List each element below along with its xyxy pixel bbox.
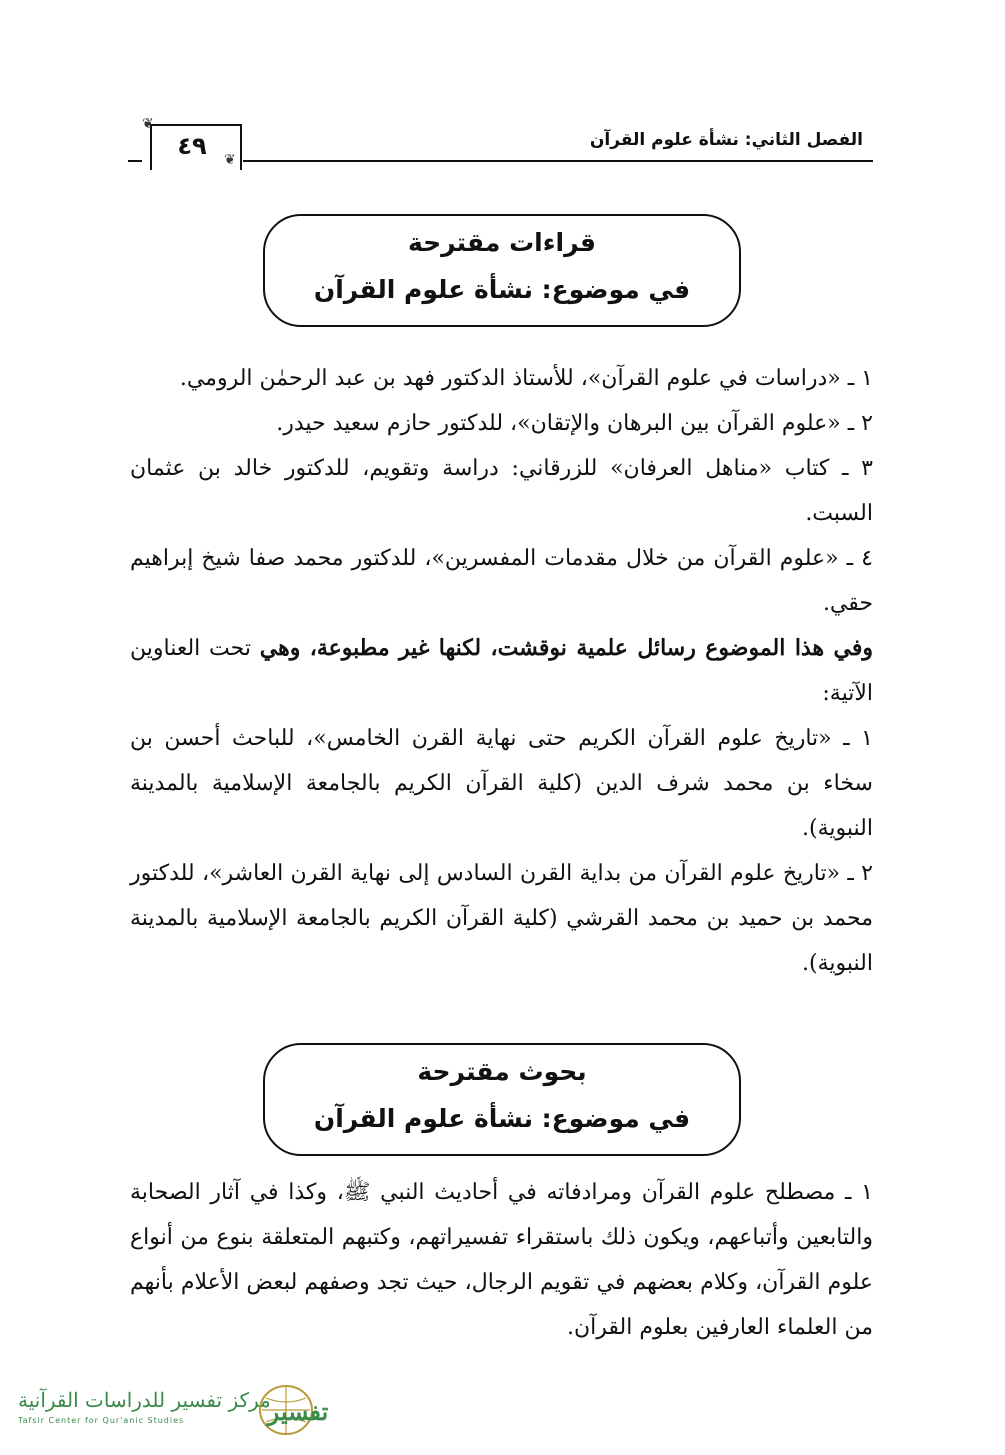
page-header <box>128 118 873 168</box>
box-subheading: في موضوع: نشأة علوم القرآن <box>313 275 691 304</box>
list-item: ٢ ـ «علوم القرآن بين البرهان والإتقان»، للدكتور حازم سعيد حيدر. <box>276 411 873 436</box>
paragraph <box>130 626 873 716</box>
ornament-icon: ❦ <box>224 152 236 168</box>
header-rule-left <box>128 160 142 162</box>
box-heading: بحوث مقترحة <box>417 1057 587 1086</box>
publisher-logo <box>6 1380 346 1440</box>
logo-arabic-text: مركز تفسير للدراسات القرآنية <box>18 1388 271 1412</box>
logo-english-text: Tafsir Center for Qur'anic Studies <box>18 1416 185 1425</box>
readings-list <box>130 356 873 986</box>
chapter-title: الفصل الثاني: نشأة علوم القرآن <box>589 130 863 150</box>
logo-mark-text: تفسير <box>267 1397 329 1426</box>
header-rule <box>243 160 873 162</box>
list-item: ١ ـ مصطلح علوم القرآن ومرادفاته في أحاديث النبي ﷺ، وكذا في آثار الصحابة والتابعين وأتباعهم، ويكون ذلك باستقراء تفسيراتهم، وكتبهم المتعلقة بنوع من أنواع علوم القرآن، وكلام بعضهم في تقويم الرجال، حيث تجد وصفهم لبعض الأعلام بأنهم من العلماء العارفين بعلوم القرآن. <box>130 1180 873 1340</box>
suggested-readings-box <box>263 214 741 327</box>
page-number: ٤٩ <box>177 132 207 160</box>
list-item: ٢ ـ «تاريخ علوم القرآن من بداية القرن السادس إلى نهاية القرن العاشر»، للدكتور محمد بن حميد بن محمد القرشي (كلية القرآن الكريم بالجامعة الإسلامية بالمدينة النبوية). <box>130 861 873 976</box>
box-heading: قراءات مقترحة <box>407 228 597 257</box>
list-item: ١ ـ «دراسات في علوم القرآن»، للأستاذ الدكتور فهد بن عبد الرحمٰن الرومي. <box>179 366 873 391</box>
ornament-icon: ❦ <box>142 116 154 132</box>
tafsir-logo-icon <box>252 1380 342 1438</box>
research-list <box>130 1170 873 1350</box>
list-item: ١ ـ «تاريخ علوم القرآن الكريم حتى نهاية القرن الخامس»، للباحث أحسن بن سخاء بن محمد شرف الدين (كلية القرآن الكريم بالجامعة الإسلامية بالمدينة النبوية). <box>130 726 873 841</box>
bold-text: وفي هذا الموضوع رسائل علمية نوقشت، لكنها غير مطبوعة، وهي <box>259 635 873 661</box>
list-item: ٤ ـ «علوم القرآن من خلال مقدمات المفسرين»، للدكتور محمد صفا شيخ إبراهيم حقي. <box>130 546 873 616</box>
paragraph-text: تحت العناوين الآتية: <box>130 636 873 706</box>
list-item: ٣ ـ كتاب «مناهل العرفان» للزرقاني: دراسة وتقويم، للدكتور خالد بن عثمان السبت. <box>130 456 873 526</box>
box-subheading: في موضوع: نشأة علوم القرآن <box>313 1104 691 1133</box>
suggested-research-box <box>263 1043 741 1156</box>
